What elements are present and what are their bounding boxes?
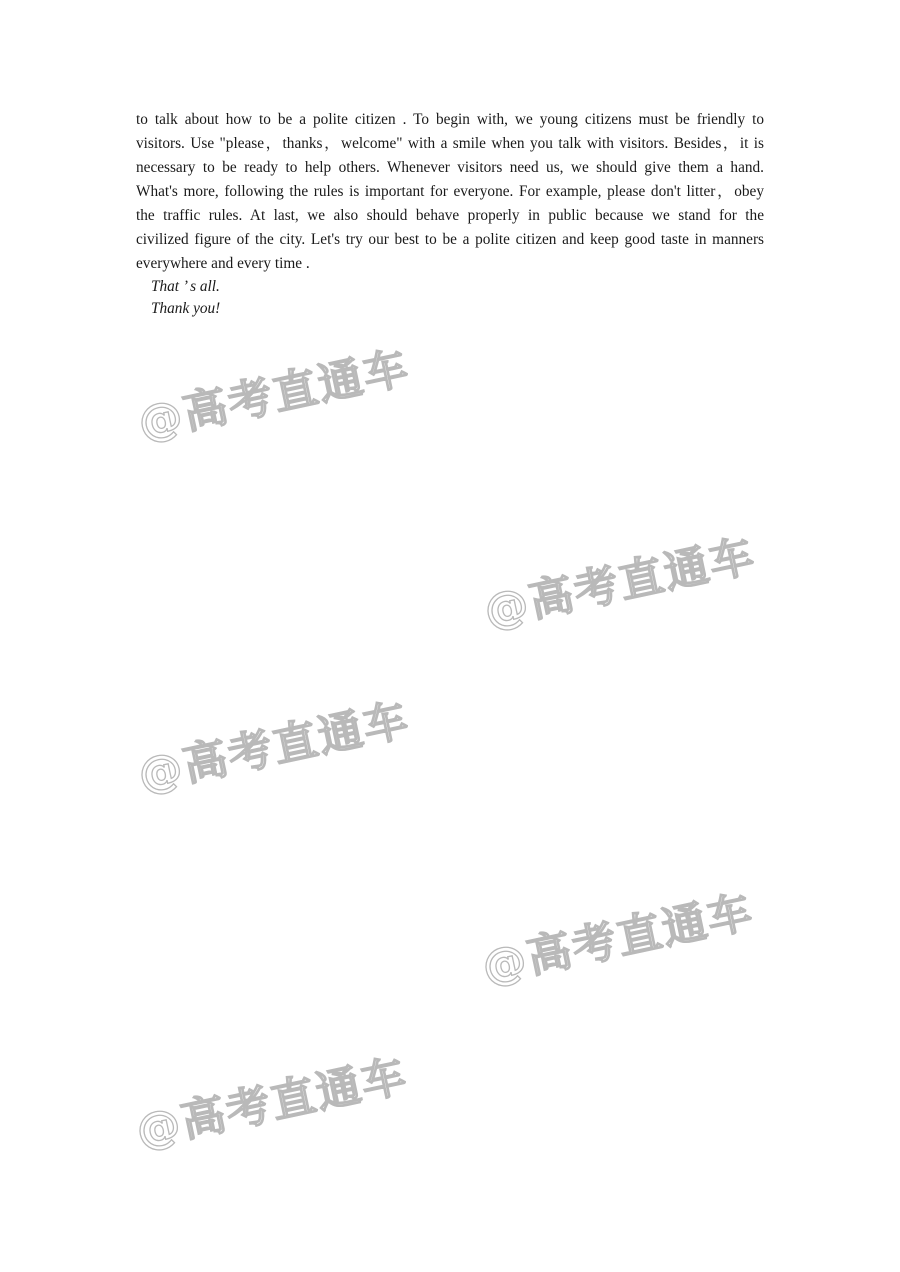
watermark: @高考直通车 xyxy=(133,694,415,802)
paragraph-line-5: the traffic rules. At last, we also should behave properly in public because we stand for the xyxy=(136,207,764,224)
paragraph-line-7: everywhere and every time . xyxy=(136,255,310,272)
paragraph-line-6: civilized figure of the city. Let's try our best to be a polite citizen and keep good taste in manners xyxy=(136,231,764,248)
paragraph-line-4: What's more, following the rules is important for everyone. For example, please don't litter，obey xyxy=(136,183,764,200)
paragraph-line-2: visitors. Use "please，thanks，welcome" with a smile when you talk with visitors. Besides，it is xyxy=(136,135,764,152)
watermark: @高考直通车 xyxy=(479,530,761,638)
closing-thats-all: That ’ s all. xyxy=(151,278,220,295)
essay-body xyxy=(136,108,764,320)
watermark: @高考直通车 xyxy=(131,1050,413,1158)
watermark: @高考直通车 xyxy=(133,342,415,450)
closing-thank-you: Thank you! xyxy=(151,300,221,317)
watermark: @高考直通车 xyxy=(477,886,759,994)
paragraph-line-3: necessary to be ready to help others. Whenever visitors need us, we should give them a hand. xyxy=(136,159,764,176)
paragraph-line-1: to talk about how to be a polite citizen . To begin with, we young citizens must be friendly to xyxy=(136,111,764,128)
